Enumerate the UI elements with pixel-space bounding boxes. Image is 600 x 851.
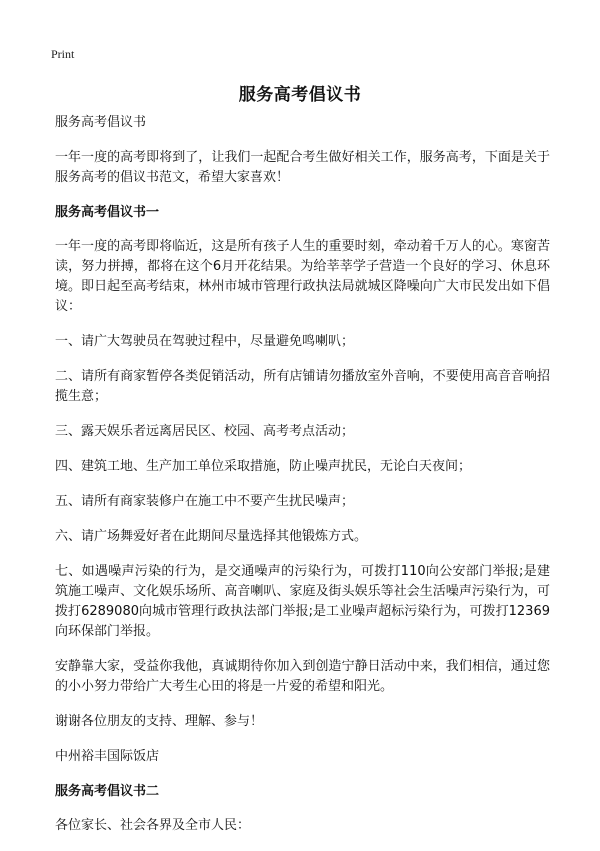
proposal-item-7: 七、如遇噪声污染的行为，是交通噪声的污染行为，可拨打110向公安部门举报;是建筑施工噪声、文化娱乐场所、高音喇叭、家庭及街头娱乐等社会生活噪声污染行为，可拨打6289080向城市管理行政执法部门举报;是工业噪声超标污染行为，可拨打12369向环保部门举报。 — [55, 564, 550, 639]
section-2-greeting: 各位家长、社会各界及全市人民： — [55, 818, 251, 833]
proposal-item-6: 六、请广场舞爱好者在此期间尽量选择其他锻炼方式。 — [55, 529, 368, 544]
section-heading-2: 服务高考倡议书二 — [55, 784, 160, 799]
article-body — [55, 113, 550, 851]
section-1-thanks: 谢谢各位朋友的支持、理解、参与！ — [55, 714, 264, 729]
section-1-opening: 一年一度的高考即将临近，这是所有孩子人生的重要时刻，牵动着千万人的心。寒窗苦读，努力拼搏，都将在这个6月开花结果。为给莘莘学子营造一个良好的学习、休息环境。即日起至高考结束，林州市城市管理行政执法局就城区降噪向广大市民发出如下倡议： — [55, 239, 550, 314]
print-link[interactable]: Print — [51, 47, 75, 61]
proposal-item-1: 一、请广大驾驶员在驾驶过程中，尽量避免鸣喇叭； — [55, 334, 355, 349]
article-subtitle: 服务高考倡议书 — [55, 115, 147, 130]
section-1-closing: 安静靠大家，受益你我他，真诚期待你加入到创造宁静日活动中来，我们相信，通过您的小小努力带给广大考生心田的将是一片爱的希望和阳光。 — [55, 659, 550, 694]
proposal-item-5: 五、请所有商家装修户在施工中不要产生扰民噪声； — [55, 494, 355, 509]
proposal-item-2: 二、请所有商家暂停各类促销活动，所有店铺请勿播放室外音响，不要使用高音音响招揽生意； — [55, 369, 550, 404]
section-1-signature: 中州裕丰国际饭店 — [55, 749, 160, 764]
section-heading-1: 服务高考倡议书一 — [55, 205, 160, 220]
proposal-item-3: 三、露天娱乐者远离居民区、校园、高考考点活动； — [55, 424, 355, 439]
page-title: 服务高考倡议书 — [238, 85, 362, 105]
article-intro: 一年一度的高考即将到了，让我们一起配合考生做好相关工作，服务高考，下面是关于服务高考的倡议书范文，希望大家喜欢！ — [55, 150, 550, 185]
proposal-item-4: 四、建筑工地、生产加工单位采取措施，防止噪声扰民，无论白天夜间； — [55, 459, 472, 474]
